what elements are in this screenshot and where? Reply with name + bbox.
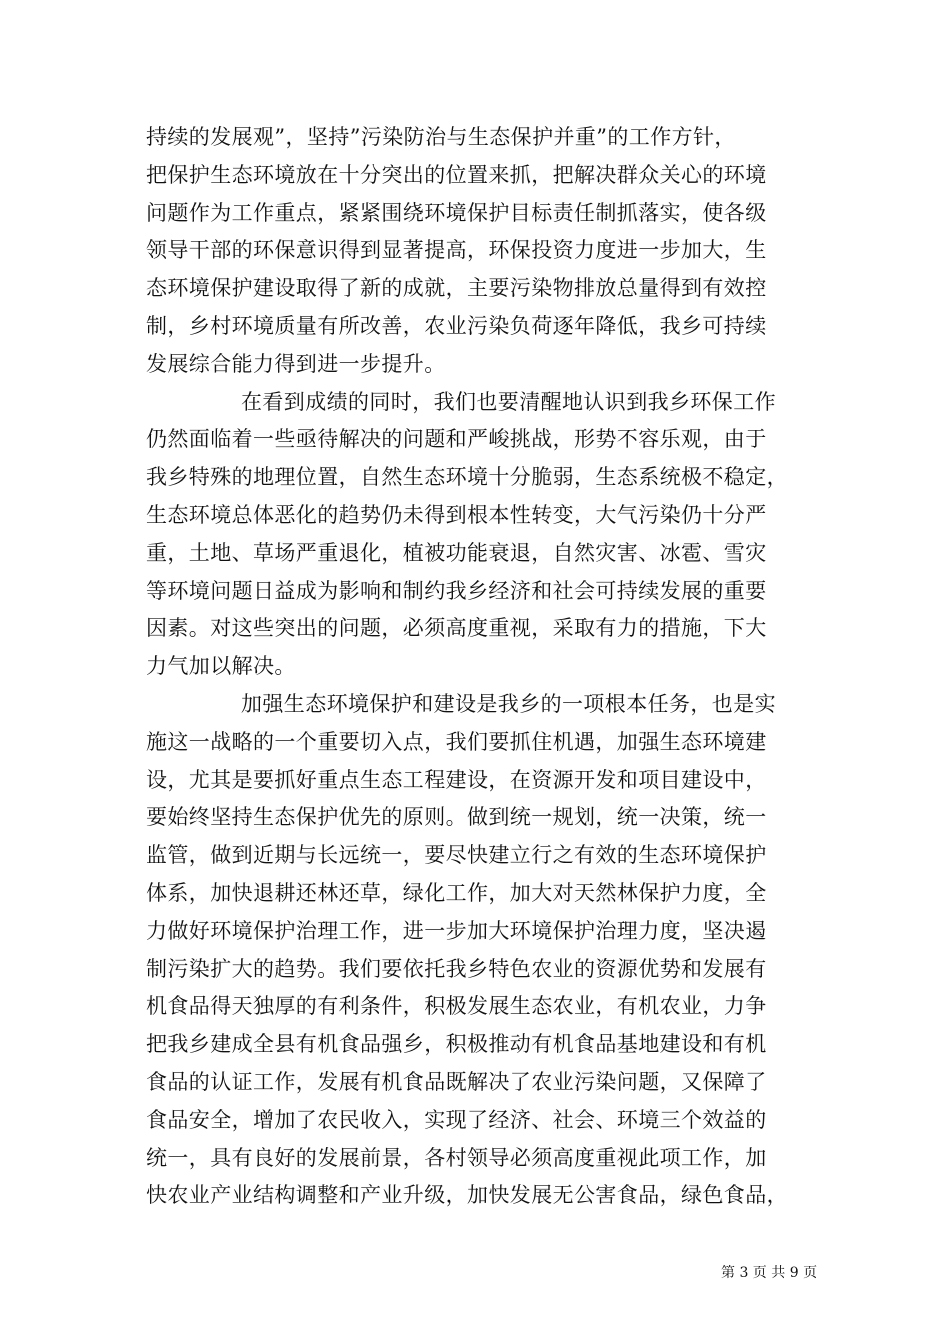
text-line: 力做好环境保护治理工作，进一步加大环境保护治理力度，坚决遏 <box>146 918 767 943</box>
text-line: 我乡特殊的地理位置，自然生态环境十分脆弱，生态系统极不稳定， <box>146 465 788 490</box>
text-line: 发展综合能力得到进一步提升。 <box>146 351 446 376</box>
text-line: 领导干部的环保意识得到显著提高，环保投资力度进一步加大，生 <box>146 238 767 263</box>
text-line: 统一，具有良好的发展前景，各村领导必须高度重视此项工作，加 <box>146 1145 767 1170</box>
text-line: 要始终坚持生态保护优先的原则。做到统一规划，统一决策，统一 <box>146 805 767 830</box>
text-line: 监管，做到近期与长远统一，要尽快建立行之有效的生态环境保护 <box>146 843 767 868</box>
text-line: 施这一战略的一个重要切入点，我们要抓住机遇，加强生态环境建 <box>146 729 767 754</box>
text-line: 重，土地、草场严重退化，植被功能衰退，自然灾害、冰雹、雪灾 <box>146 540 767 565</box>
text-line: 快农业产业结构调整和产业升级，加快发展无公害食品，绿色食品， <box>146 1183 788 1208</box>
text-line: 制，乡村环境质量有所改善，农业污染负荷逐年降低，我乡可持续 <box>146 313 767 338</box>
text-line: 制污染扩大的趋势。我们要依托我乡特色农业的资源优势和发展有 <box>146 956 767 981</box>
page-footer: 第 3 页 共 9 页 <box>721 1265 818 1281</box>
text-line: 持续的发展观”，坚持”污染防治与生态保护并重”的工作方针， <box>146 125 736 149</box>
text-line: 仍然面临着一些亟待解决的问题和严峻挑战，形势不容乐观，由于 <box>146 427 767 452</box>
document-body <box>146 119 826 1215</box>
text-line: 等环境问题日益成为影响和制约我乡经济和社会可持续发展的重要 <box>146 578 767 603</box>
text-line: 食品安全，增加了农民收入，实现了经济、社会、环境三个效益的 <box>146 1107 767 1132</box>
text-line: 把我乡建成全县有机食品强乡，积极推动有机食品基地建设和有机 <box>146 1032 767 1057</box>
text-line: 态环境保护建设取得了新的成就，主要污染物排放总量得到有效控 <box>146 276 767 301</box>
text-line: 食品的认证工作，发展有机食品既解决了农业污染问题，又保障了 <box>146 1069 767 1094</box>
text-line: 生态环境总体恶化的趋势仍未得到根本性转变，大气污染仍十分严 <box>146 502 767 527</box>
text-line: 体系，加快退耕还林还草，绿化工作，加大对天然林保护力度，全 <box>146 880 767 905</box>
text-line: 设，尤其是要抓好重点生态工程建设，在资源开发和项目建设中， <box>146 767 767 792</box>
text-line: 在看到成绩的同时，我们也要清醒地认识到我乡环保工作 <box>241 389 776 414</box>
text-line: 把保护生态环境放在十分突出的位置来抓，把解决群众关心的环境 <box>146 162 767 187</box>
text-line: 因素。对这些突出的问题，必须高度重视，采取有力的措施，下大 <box>146 616 767 641</box>
text-line: 力气加以解决。 <box>146 654 296 679</box>
text-line: 机食品得天独厚的有利条件，积极发展生态农业，有机农业，力争 <box>146 994 767 1019</box>
text-line: 问题作为工作重点，紧紧围绕环境保护目标责任制抓落实，使各级 <box>146 200 767 225</box>
text-line: 加强生态环境保护和建设是我乡的一项根本任务，也是实 <box>241 691 776 716</box>
